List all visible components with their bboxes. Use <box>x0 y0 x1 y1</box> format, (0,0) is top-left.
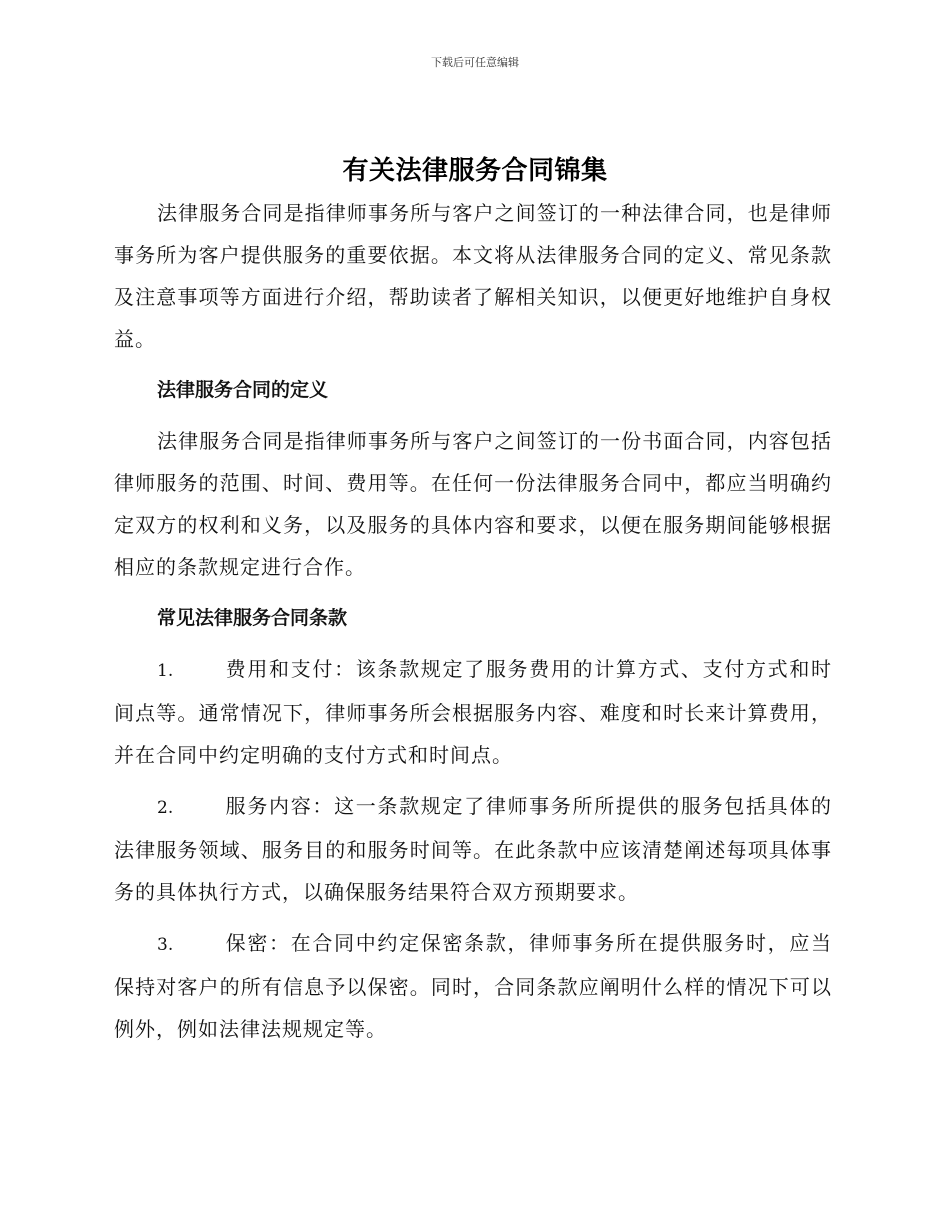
clause-item <box>114 785 832 913</box>
document-title: 有关法律服务合同锦集 <box>342 156 608 186</box>
intro-paragraph: 法律服务合同是指律师事务所与客户之间签订的一种法律合同，也是律师事务所为客户提供服务的重要依据。本文将从法律服务合同的定义、常见条款及注意事项等方面进行介绍，帮助读者了解相关知识，以便更好地维护自身权益。 <box>114 201 832 351</box>
clause-number: 3. <box>157 935 174 955</box>
section-heading-definition: 法律服务合同的定义 <box>157 379 329 401</box>
header-note: 下载后可任意编辑 <box>431 56 519 69</box>
clause-number: 2. <box>157 798 174 818</box>
document-body <box>114 192 832 1050</box>
clause-item <box>114 648 832 776</box>
clause-text: 服务内容：这一条款规定了律师事务所所提供的服务包括具体的法律服务领域、服务目的和服务时间等。在此条款中应该清楚阐述每项具体事务的具体执行方式，以确保服务结果符合双方预期要求。 <box>114 794 832 904</box>
clause-item <box>114 922 832 1050</box>
clause-number: 1. <box>157 661 174 681</box>
clause-text: 费用和支付：该条款规定了服务费用的计算方式、支付方式和时间点等。通常情况下，律师事务所会根据服务内容、难度和时长来计算费用，并在合同中约定明确的支付方式和时间点。 <box>114 657 832 767</box>
clause-text: 保密：在合同中约定保密条款，律师事务所在提供服务时，应当保持对客户的所有信息予以保密。同时，合同条款应阐明什么样的情况下可以例外，例如法律法规规定等。 <box>114 931 832 1041</box>
definition-paragraph: 法律服务合同是指律师事务所与客户之间签订的一份书面合同，内容包括律师服务的范围、时间、费用等。在任何一份法律服务合同中，都应当明确约定双方的权利和义务，以及服务的具体内容和要求，以便在服务期间能够根据相应的条款规定进行合作。 <box>114 429 832 579</box>
section-heading-common-clauses: 常见法律服务合同条款 <box>157 607 348 629</box>
